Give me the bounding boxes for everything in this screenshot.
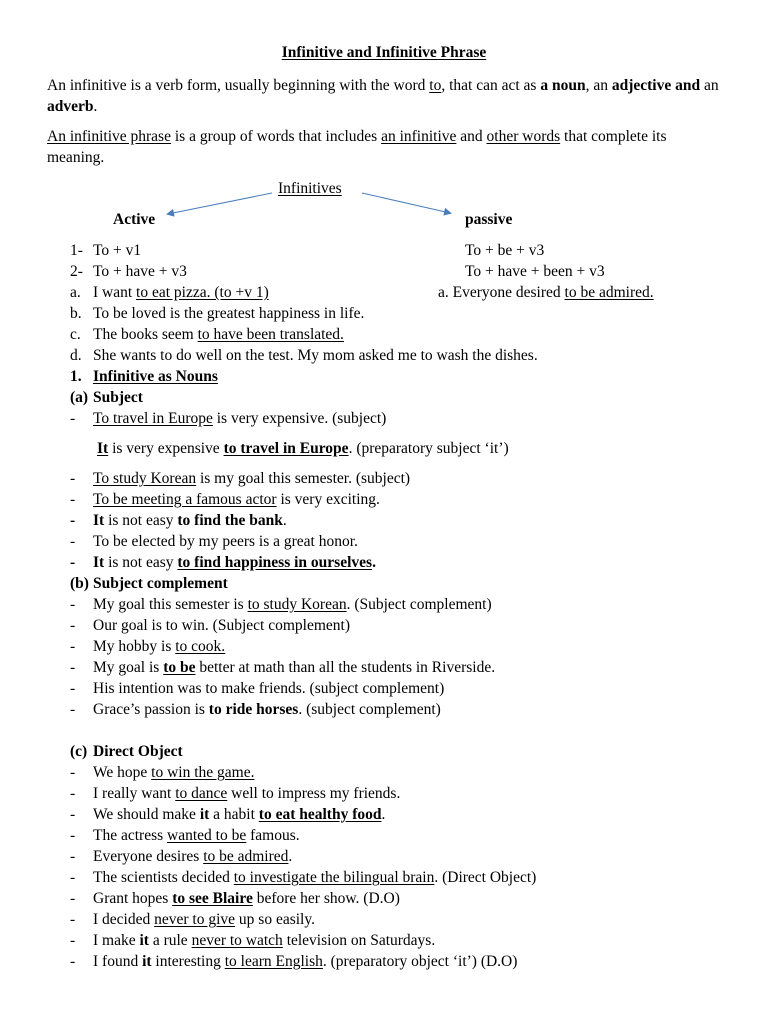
text-run: to — [429, 77, 442, 94]
list-marker: a. — [70, 284, 81, 301]
text-run: is my goal this semester. (subject) — [196, 470, 411, 487]
text-run: a rule — [148, 932, 192, 949]
text-run: well to impress my friends. — [227, 785, 401, 802]
list-marker: c. — [70, 326, 81, 343]
text-run: to eat healthy food — [258, 806, 382, 823]
list-marker: - — [70, 869, 76, 886]
list-item-text — [93, 699, 441, 720]
text-run: a habit — [209, 806, 259, 823]
text-run: adjective and — [611, 77, 701, 94]
text-run: An infinitive phrase — [47, 128, 171, 145]
text-run: is very expensive. (subject) — [212, 410, 387, 427]
list-item-text — [93, 657, 495, 678]
text-run: The scientists decided — [93, 869, 234, 886]
text-run: . — [381, 806, 386, 823]
text-run: to ride horses — [208, 701, 299, 718]
text-run: a. Everyone desired — [438, 284, 565, 301]
text-run: interesting — [151, 953, 225, 970]
text-run: to eat pizza. (to +v 1) — [136, 284, 269, 301]
list-marker: (a) — [70, 389, 89, 406]
text-run: . (Subject complement) — [346, 596, 492, 613]
text-run: I want — [93, 284, 137, 301]
text-run: I really want — [93, 785, 176, 802]
text-run: Infinitive as Nouns — [93, 368, 218, 385]
text-run: We should make — [93, 806, 200, 823]
text-run: . — [93, 98, 98, 115]
text-run: To travel in Europe — [93, 410, 213, 427]
list-marker: - — [70, 659, 76, 676]
list-marker: - — [70, 680, 76, 697]
text-run: to find the bank — [177, 512, 283, 529]
text-run: . (Direct Object) — [434, 869, 537, 886]
list-item-text — [93, 573, 228, 594]
list-marker: - — [70, 512, 76, 529]
list-item-text — [93, 408, 386, 429]
text-run: I found — [93, 953, 143, 970]
text-run: . — [282, 512, 287, 529]
text-run: to be — [163, 659, 196, 676]
list-item-text — [97, 438, 509, 459]
text-run: better at math than all the students in Riverside. — [195, 659, 496, 676]
text-run: is not easy — [104, 512, 178, 529]
text-run: Our goal is to win. (Subject complement) — [93, 617, 350, 634]
list-item-text — [93, 261, 187, 282]
text-run: To + have + v3 — [93, 263, 187, 280]
text-run: to win the game. — [151, 764, 255, 781]
text-run: My goal this semester is — [93, 596, 248, 613]
text-run: To be loved is the greatest happiness in life. — [93, 305, 365, 322]
text-run: . — [288, 848, 293, 865]
text-run: To be meeting a famous actor — [93, 491, 277, 508]
list-item-text — [93, 783, 400, 804]
list-marker: d. — [70, 347, 82, 364]
text-run: is not easy — [104, 554, 178, 571]
active-heading: Active — [113, 211, 156, 228]
list-item-text — [93, 387, 143, 408]
list-marker: b. — [70, 305, 82, 322]
text-run: wanted to be — [167, 827, 247, 844]
text-run: famous. — [246, 827, 300, 844]
text-run: to dance — [175, 785, 228, 802]
text-run: I make — [93, 932, 140, 949]
text-run: , an — [585, 77, 612, 94]
text-run: adverb — [47, 98, 94, 115]
text-run: To + be + v3 — [465, 242, 545, 259]
text-run: is very exciting. — [276, 491, 380, 508]
text-run: television on Saturdays. — [282, 932, 436, 949]
text-run: My hobby is — [93, 638, 176, 655]
list-marker: - — [70, 554, 76, 571]
text-run: , that can act as — [441, 77, 541, 94]
text-run: An infinitive is a verb form, usually beginning with the word — [47, 77, 430, 94]
arrow-to-passive — [362, 193, 450, 213]
text-run: My goal is — [93, 659, 164, 676]
text-run: up so easily. — [235, 911, 315, 928]
list-marker: - — [70, 701, 76, 718]
text-run: To study Korean — [93, 470, 197, 487]
text-run: . (subject complement) — [298, 701, 441, 718]
list-marker: - — [70, 785, 76, 802]
text-run: before her show. (D.O) — [252, 890, 400, 907]
list-marker: (b) — [70, 575, 89, 592]
text-run: is a group of words that includes — [170, 128, 382, 145]
text-run: never to give — [154, 911, 236, 928]
list-marker: (c) — [70, 743, 88, 760]
arrow-to-active — [168, 193, 272, 214]
text-run: is very expensive — [108, 440, 224, 457]
list-marker: - — [70, 848, 76, 865]
text-run: It — [93, 512, 105, 529]
text-run: Subject complement — [93, 575, 228, 592]
list-item-text — [93, 762, 254, 783]
infinitives-heading: Infinitives — [278, 180, 342, 197]
list-marker: 1. — [70, 368, 82, 385]
text-run: Direct Object — [93, 743, 183, 760]
passive-heading: passive — [465, 211, 513, 228]
text-run: It — [93, 554, 105, 571]
text-run: Subject — [93, 389, 143, 406]
list-item-text — [93, 888, 400, 909]
list-item-text — [93, 531, 358, 552]
passive-column-text — [465, 261, 605, 282]
text-run: to see Blaire — [172, 890, 253, 907]
text-run: and — [456, 128, 487, 145]
text-run: To be elected by my peers is a great honor. — [93, 533, 358, 550]
text-run: an — [700, 77, 719, 94]
list-marker: - — [70, 890, 76, 907]
list-marker: - — [70, 638, 76, 655]
list-marker: - — [70, 764, 76, 781]
list-marker: 2- — [70, 263, 83, 280]
list-item-text — [93, 804, 385, 825]
list-item-text — [93, 594, 492, 615]
text-run: Grace’s passion is — [93, 701, 209, 718]
text-run: We hope — [93, 764, 152, 781]
list-marker: - — [70, 827, 76, 844]
text-run: to learn English — [224, 953, 323, 970]
text-run: I decided — [93, 911, 155, 928]
text-run: . — [372, 554, 376, 571]
list-item-text — [93, 636, 225, 657]
text-run: The actress — [93, 827, 168, 844]
list-item-text — [93, 303, 364, 324]
list-item-text — [93, 867, 536, 888]
text-run: that complete its meaning. — [47, 128, 667, 166]
list-item-text — [93, 240, 141, 261]
text-run: it — [139, 932, 149, 949]
text-run: it — [142, 953, 152, 970]
text-run: to investigate the bilingual brain — [233, 869, 435, 886]
text-run: to be admired — [203, 848, 289, 865]
list-item-text — [93, 324, 344, 345]
text-run: an infinitive — [381, 128, 457, 145]
list-item-text — [93, 552, 376, 573]
list-item-text — [93, 489, 380, 510]
passive-column-text — [465, 240, 544, 261]
list-item-text — [93, 468, 410, 489]
list-marker: - — [70, 596, 76, 613]
list-marker: - — [70, 932, 76, 949]
text-run: It — [97, 440, 109, 457]
text-run: it — [199, 806, 210, 823]
branch-arrows — [0, 0, 768, 240]
text-run: . (preparatory object ‘it’) (D.O) — [322, 953, 518, 970]
list-marker: - — [70, 953, 76, 970]
list-marker: - — [70, 410, 76, 427]
passive-example-text — [438, 282, 654, 303]
text-run: To + v1 — [93, 242, 142, 259]
list-item-text — [93, 930, 435, 951]
list-marker: - — [70, 491, 76, 508]
list-item-text — [93, 909, 315, 930]
text-run: to cook. — [175, 638, 226, 655]
list-item-text — [93, 615, 350, 636]
list-marker: 1- — [70, 242, 83, 259]
list-marker: - — [70, 911, 76, 928]
text-run: The books seem — [93, 326, 198, 343]
text-run: to be admired. — [564, 284, 654, 301]
list-item-text — [93, 366, 218, 387]
list-item-text — [93, 678, 444, 699]
text-run: Grant hopes — [93, 890, 173, 907]
text-run: to have been translated. — [197, 326, 344, 343]
text-run: to study Korean — [247, 596, 347, 613]
list-marker: - — [70, 533, 76, 550]
text-run: She wants to do well on the test. My mom asked me to wash the dishes. — [93, 347, 538, 364]
list-item-text — [93, 846, 292, 867]
text-run: Everyone desires — [93, 848, 204, 865]
text-run: . (preparatory subject ‘it’) — [348, 440, 509, 457]
page-title: Infinitive and Infinitive Phrase — [281, 44, 487, 61]
list-item-text — [93, 741, 183, 762]
text-run: other words — [486, 128, 561, 145]
text-run: to travel in Europe — [223, 440, 349, 457]
list-marker: - — [70, 617, 76, 634]
list-item-text — [93, 510, 287, 531]
list-item-text — [93, 825, 300, 846]
text-run: never to watch — [191, 932, 283, 949]
list-item-text — [93, 951, 517, 972]
list-marker: - — [70, 470, 76, 487]
list-item-text — [93, 345, 538, 366]
text-run: His intention was to make friends. (subject complement) — [93, 680, 445, 697]
text-run: To + have + been + v3 — [465, 263, 605, 280]
text-run: a noun — [540, 77, 586, 94]
list-marker: - — [70, 806, 76, 823]
list-item-text — [93, 282, 269, 303]
text-run: to find happiness in ourselves — [177, 554, 373, 571]
